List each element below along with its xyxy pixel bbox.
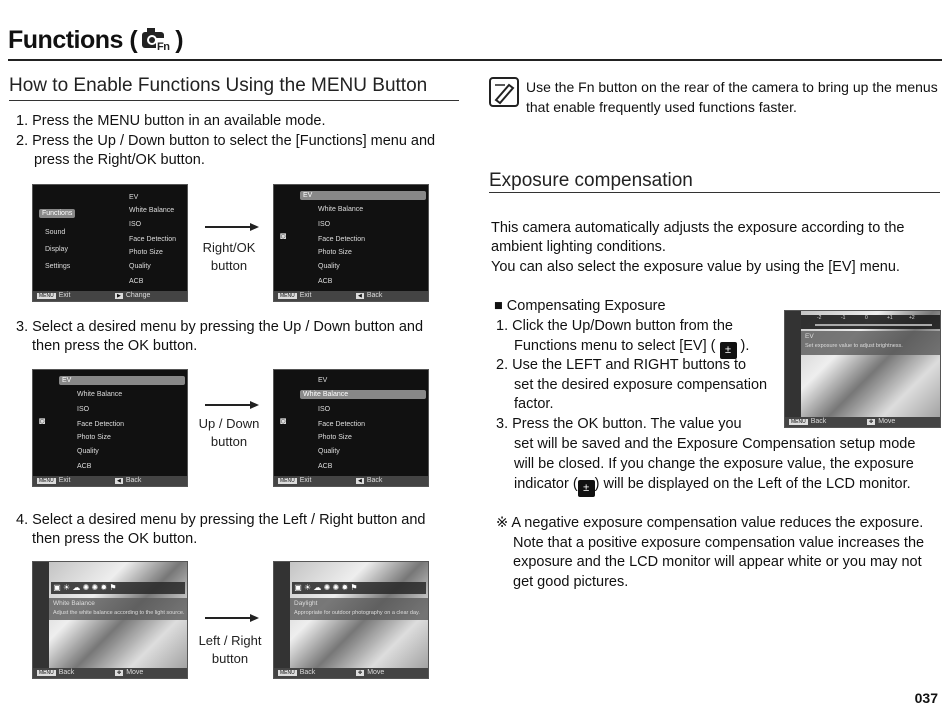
page-title (8, 26, 183, 55)
ev-step-1c-text: ). (740, 338, 750, 354)
side-icon-bar (33, 562, 49, 668)
warning-line-1: ※ A negative exposure compensation value reduces the exposure. (496, 515, 924, 531)
sub-face: Face Detection (129, 236, 177, 243)
menu-item-sound: Sound (45, 229, 66, 236)
fn-item-quality: Quality (77, 448, 99, 455)
ev-scale-m2: -2 (817, 315, 822, 321)
footer-back: Back (58, 669, 75, 676)
fn-item-wb: White Balance (77, 391, 123, 398)
footer-exit: Exit (299, 292, 312, 299)
screen-white-balance (32, 561, 188, 679)
ev-step-2c: factor. (514, 396, 554, 412)
menu-item-functions: Functions (39, 209, 75, 218)
caption-2a: Up / Down (198, 416, 260, 431)
step-1: 1. Press the MENU button in an available mode. (16, 113, 326, 129)
screen-footer: MENU Back ✥ Move (274, 668, 428, 678)
fn-item-iso: ISO (318, 406, 331, 413)
ev-scale-m1: -1 (841, 315, 846, 321)
footer-back: Back (366, 477, 383, 484)
arrow-2-line (205, 404, 251, 406)
fn-icon: ◙ (280, 416, 287, 427)
fn-item-wb: White Balance (300, 390, 426, 399)
ev-step-3e-text: ) will be displayed on the Left of the LCD monitor. (594, 476, 911, 492)
fn-item-wb: White Balance (318, 206, 364, 213)
arrow-3-line (205, 617, 251, 619)
screen-functions-ev-2 (32, 369, 188, 487)
step-3b: then press the OK button. (32, 338, 198, 354)
ev-scale-0: 0 (865, 315, 868, 321)
fn-item-acb: ACB (77, 463, 92, 470)
fn-icon: ◙ (280, 231, 287, 242)
page-number: 037 (914, 690, 938, 706)
footer-move: Move (126, 669, 144, 676)
fn-icon: ◙ (39, 416, 46, 427)
ev-step-3d-text: indicator ( (514, 476, 578, 492)
footer-exit: Exit (58, 477, 71, 484)
screen-footer: MENU Exit ◀ Back (274, 476, 428, 486)
ev-step-2a: 2. Use the LEFT and RIGHT buttons to (496, 357, 747, 373)
sub-quality: Quality (129, 263, 151, 270)
sub-iso: ISO (129, 221, 142, 228)
right-heading-rule (489, 192, 940, 193)
arrow-3-head (250, 614, 259, 622)
ev-step-3c: will be closed. If you change the exposure value, the exposure (514, 456, 914, 472)
daylight-desc: Appropriate for outdoor photography on a clear day. (294, 610, 420, 616)
caption-1b: button (210, 258, 248, 273)
ev-scale-p2: +2 (909, 315, 915, 321)
screen-main-menu (32, 184, 188, 302)
para-line-3: You can also select the exposure value by using the [EV] menu. (491, 259, 900, 275)
note-line-1: Use the Fn button on the rear of the camera to bring up the menus (526, 79, 938, 95)
caption-1a: Right/OK (202, 240, 256, 255)
svg-text:Fn: Fn (157, 41, 170, 52)
menu-item-settings: Settings (45, 263, 71, 270)
ev-step-3b: set will be saved and the Exposure Compensation setup mode (514, 436, 916, 452)
sub-acb: ACB (129, 278, 144, 285)
screen-footer: MENU Exit ◀ Back (274, 291, 428, 301)
wb-info-box (49, 598, 187, 620)
title-rule (8, 59, 942, 61)
fn-item-photo: Photo Size (318, 434, 352, 441)
screen-functions-wb (273, 369, 429, 487)
fn-item-quality: Quality (318, 263, 340, 270)
para-line-2: ambient lighting conditions. (491, 239, 666, 255)
right-heading: Exposure compensation (489, 170, 693, 191)
footer-back: Back (125, 477, 142, 484)
caption-2b: button (210, 434, 248, 449)
step-2b: press the Right/OK button. (34, 152, 205, 168)
fn-item-iso: ISO (77, 406, 90, 413)
screen-footer: MENU Exit ◀ Back (33, 476, 187, 486)
caption-left-right (192, 632, 268, 668)
sub-photo: Photo Size (129, 249, 163, 256)
sub-heading: ■ Compensating Exposure (494, 298, 666, 314)
side-icon-bar (274, 562, 290, 668)
footer-move: Move (367, 669, 385, 676)
footer-back: Back (366, 292, 383, 299)
caption-up-down (194, 415, 264, 451)
fn-item-ev: EV (300, 191, 426, 200)
footer-change: Change (125, 292, 151, 299)
daylight-info-box (290, 598, 428, 620)
fn-item-photo: Photo Size (318, 249, 352, 256)
wb-icons-row: ▣ ☀ ☁ ✺ ✺ ✹ ⚑ (51, 582, 185, 594)
note-text (526, 77, 938, 117)
caption-3a: Left / Right (198, 633, 262, 648)
arrow-1-head (250, 223, 259, 231)
footer-exit: Exit (299, 477, 312, 484)
ev-step-1b-text: Functions menu to select [EV] ( (514, 338, 716, 354)
side-icon-bar (785, 311, 801, 417)
daylight-label: Daylight (294, 600, 318, 607)
sub-ev: EV (129, 194, 139, 201)
step-4a: 4. Select a desired menu by pressing the Left / Right button and (16, 512, 426, 528)
fn-item-face: Face Detection (318, 421, 366, 428)
ev-step-3d (514, 475, 911, 497)
ev-scale-p1: +1 (887, 315, 893, 321)
arrow-2-head (250, 401, 259, 409)
sub-wb: White Balance (129, 207, 175, 214)
ev-scale (801, 315, 940, 329)
fn-item-ev: EV (318, 377, 328, 384)
footer-back: Back (810, 418, 827, 425)
screen-ev (784, 310, 941, 428)
left-heading-rule (9, 100, 459, 101)
screen-daylight (273, 561, 429, 679)
wb-label: White Balance (53, 600, 95, 607)
para-line-1: This camera automatically adjusts the exposure according to the (491, 220, 905, 236)
step-3a: 3. Select a desired menu by pressing the Up / Down button and (16, 319, 424, 335)
screen-footer: MENU Exit ▶ Change (33, 291, 187, 301)
camera-fn-icon (141, 26, 171, 52)
note-line-2: that enable frequently used functions faster. (526, 99, 797, 115)
fn-item-face: Face Detection (77, 421, 125, 428)
ev-label: EV (805, 333, 814, 340)
fn-item-acb: ACB (318, 278, 333, 285)
ev-scale-bar (815, 324, 932, 326)
fn-item-quality: Quality (318, 448, 340, 455)
wb-icons-row: ▣ ☀ ☁ ✺ ✺ ✹ ⚑ (292, 582, 426, 594)
ev-indicator-icon: ± (578, 480, 595, 497)
menu-item-display: Display (45, 246, 68, 253)
wb-desc: Adjust the white balance according to the light source. (53, 610, 185, 616)
footer-move: Move (878, 418, 896, 425)
fn-item-photo: Photo Size (77, 434, 111, 441)
fn-item-iso: ISO (318, 221, 331, 228)
screen-functions-ev (273, 184, 429, 302)
title-text: Functions ( (8, 26, 138, 54)
ev-info-box (801, 331, 940, 355)
left-heading: How to Enable Functions Using the MENU Button (9, 75, 428, 96)
arrow-1-line (205, 226, 251, 228)
title-close: ) (175, 26, 184, 54)
footer-exit: Exit (58, 292, 71, 299)
screen-footer: MENU Back ✥ Move (33, 668, 187, 678)
ev-desc: Set exposure value to adjust brightness. (805, 343, 903, 349)
step-2a: 2. Press the Up / Down button to select the [Functions] menu and (16, 133, 436, 149)
warning-line-4: get good pictures. (513, 574, 629, 590)
step-4b: then press the OK button. (32, 531, 198, 547)
fn-item-ev: EV (59, 376, 185, 385)
ev-step-1a: 1. Click the Up/Down button from the (496, 318, 733, 334)
fn-item-acb: ACB (318, 463, 333, 470)
note-icon (489, 77, 519, 107)
screen-footer: MENU Back ✥ Move (785, 417, 940, 427)
ev-step-3a: 3. Press the OK button. The value you (496, 416, 742, 432)
caption-right-ok (196, 239, 262, 275)
caption-3b: button (211, 651, 249, 666)
ev-icon: ± (720, 342, 737, 359)
fn-item-face: Face Detection (318, 236, 366, 243)
ev-step-2b: set the desired exposure compensation (514, 377, 768, 393)
warning-line-3: exposure and the LCD monitor will appear white or you may not (513, 554, 922, 570)
warning-line-2: Note that a positive exposure compensation value increases the (513, 535, 925, 551)
footer-back: Back (299, 669, 316, 676)
